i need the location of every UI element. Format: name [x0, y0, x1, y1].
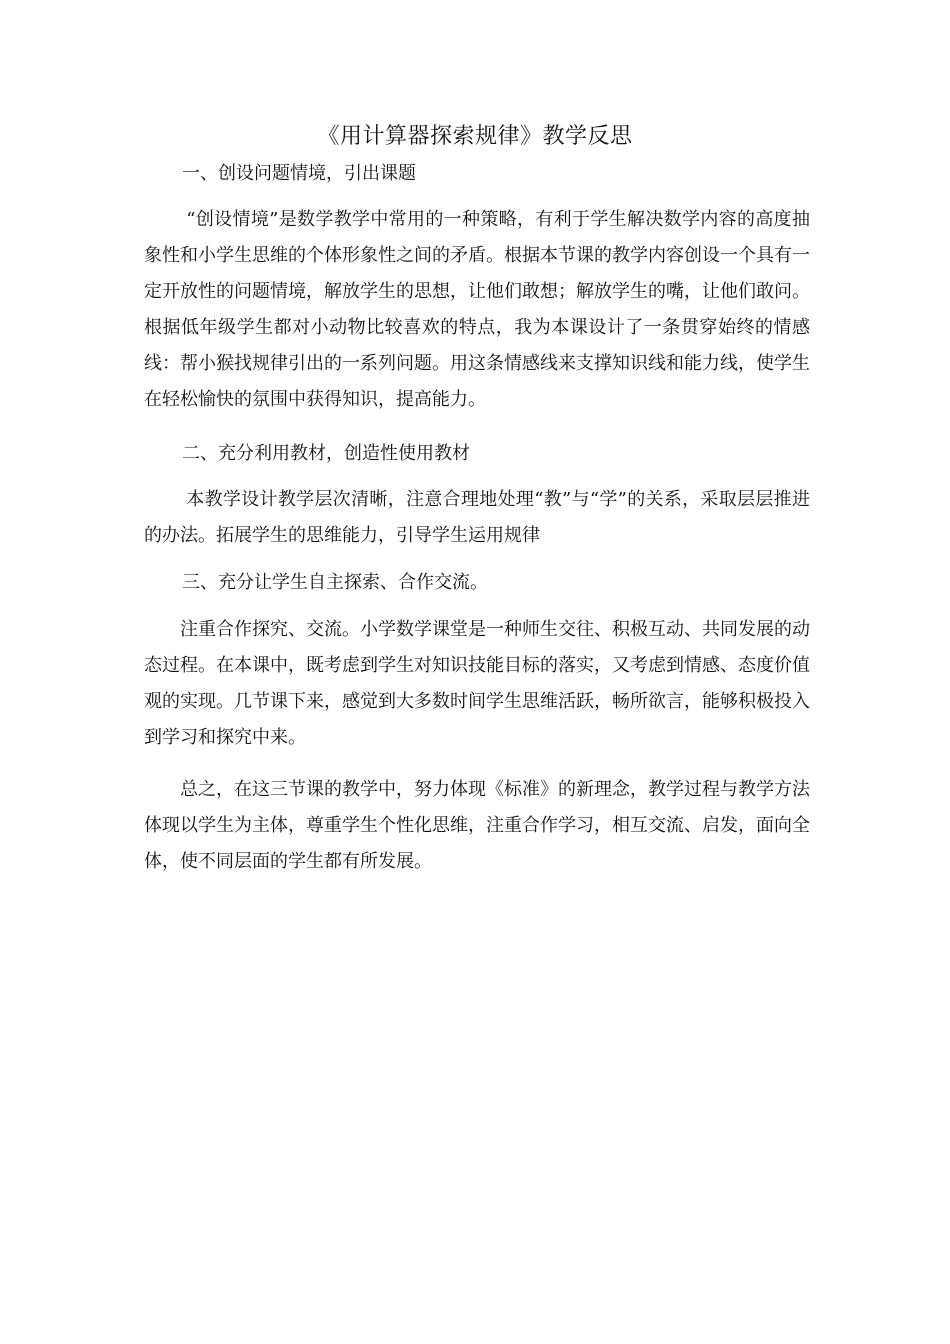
conclusion-paragraph: 总之，在这三节课的教学中，努力体现《标准》的新理念，教学过程与教学方法体现以学生为主体，尊重学生个性化思维，注重合作学习，相互交流、启发，面向全体，使不同层面的学生都有所发展。	[144, 779, 810, 872]
document-title: 《用计算器探索规律》教学反思	[317, 124, 633, 149]
section-paragraph-2: 本教学设计教学层次清晰，注意合理地处理“教”与“学”的关系，采取层层推进的办法。拓展学生的思维能力，引导学生运用规律	[144, 489, 810, 546]
section-paragraph-1: “创设情境”是数学教学中常用的一种策略，有利于学生解决数学内容的高度抽象性和小学生思维的个体形象性之间的矛盾。根据本节课的教学内容创设一个具有一定开放性的问题情境，解放学生的思想，让他们敢想；解放学生的嘴，让他们敢问。根据低年级学生都对小动物比较喜欢的特点，我为本课设计了一条贯穿始终的情感线：帮小猴找规律引出的一系列问题。用这条情感线来支撑知识线和能力线，使学生在轻松愉快的氛围中获得知识，提高能力。	[144, 209, 810, 410]
section-paragraph-3: 注重合作探究、交流。小学数学课堂是一种师生交往、积极互动、共同发展的动态过程。在本课中，既考虑到学生对知识技能目标的落实，又考虑到情感、态度价值观的实现。几节课下来，感觉到大多数时间学生思维活跃，畅所欲言，能够积极投入到学习和探究中来。	[144, 619, 810, 748]
section-heading-2: 二、充分利用教材，创造性使用教材	[182, 443, 470, 464]
section-heading-1: 一、创设问题情境，引出课题	[182, 163, 416, 184]
section-heading-3: 三、充分让学生自主探索、合作交流。	[182, 572, 488, 593]
